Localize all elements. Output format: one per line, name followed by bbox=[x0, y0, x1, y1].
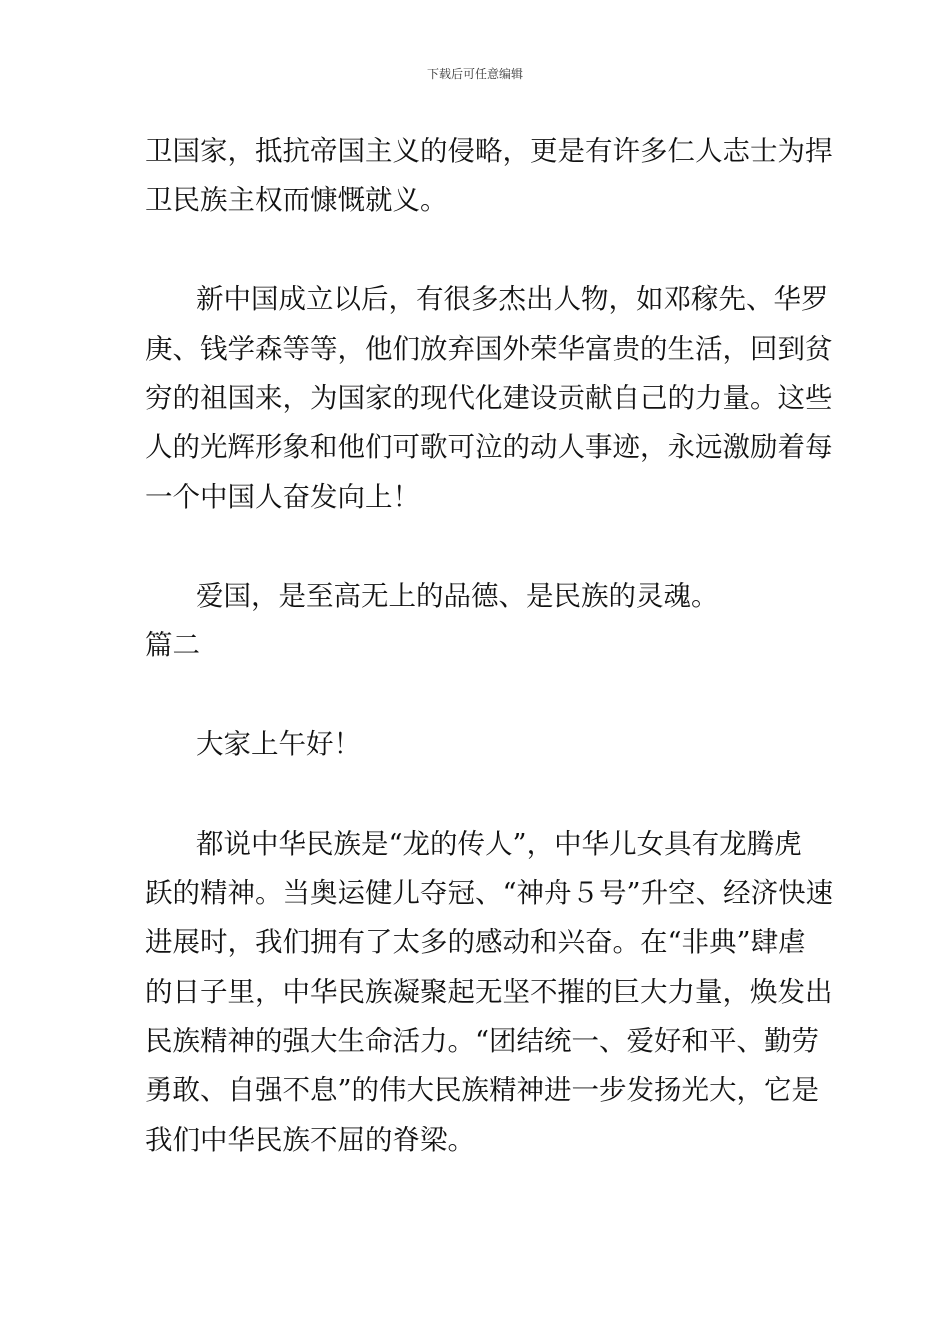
page-header: 下载后可任意编辑 bbox=[426, 67, 523, 81]
paragraph-line: 都说中华民族是“龙的传人”，中华儿女具有龙腾虎 bbox=[196, 828, 802, 860]
paragraph-line: 卫民族主权而慷慨就义。 bbox=[145, 184, 448, 216]
greeting-line: 大家上午好！ bbox=[196, 728, 361, 760]
paragraph-line: 进展时，我们拥有了太多的感动和兴奋。在“非典”肆虐 bbox=[145, 926, 806, 958]
paragraph-line: 的日子里，中华民族凝聚起无坚不摧的巨大力量，焕发出 bbox=[145, 976, 833, 1008]
paragraph-line: 跃的精神。当奥运健儿夺冠、“神舟５号”升空、经济快速 bbox=[145, 877, 834, 909]
paragraph-line: 爱国，是至高无上的品德、是民族的灵魂。 bbox=[196, 580, 719, 612]
paragraph-line: 我们中华民族不屈的脊梁。 bbox=[145, 1124, 475, 1156]
paragraph-line: 庚、钱学森等等，他们放弃国外荣华富贵的生活，回到贫 bbox=[145, 333, 833, 365]
paragraph-line: 一个中国人奋发向上！ bbox=[145, 481, 420, 513]
paragraph-line: 人的光辉形象和他们可歌可泣的动人事迹，永远激励着每 bbox=[145, 431, 833, 463]
paragraph-line: 卫国家，抵抗帝国主义的侵略，更是有许多仁人志士为捍 bbox=[145, 135, 833, 167]
paragraph-line: 勇敢、自强不息”的伟大民族精神进一步发扬光大，它是 bbox=[145, 1074, 820, 1106]
paragraph-line: 民族精神的强大生命活力。“团结统一、爱好和平、勤劳 bbox=[145, 1025, 820, 1057]
paragraph-line: 穷的祖国来，为国家的现代化建设贡献自己的力量。这些 bbox=[145, 382, 833, 414]
section-heading: 篇二 bbox=[145, 629, 200, 661]
paragraph-line: 新中国成立以后，有很多杰出人物，如邓稼先、华罗 bbox=[196, 283, 829, 315]
